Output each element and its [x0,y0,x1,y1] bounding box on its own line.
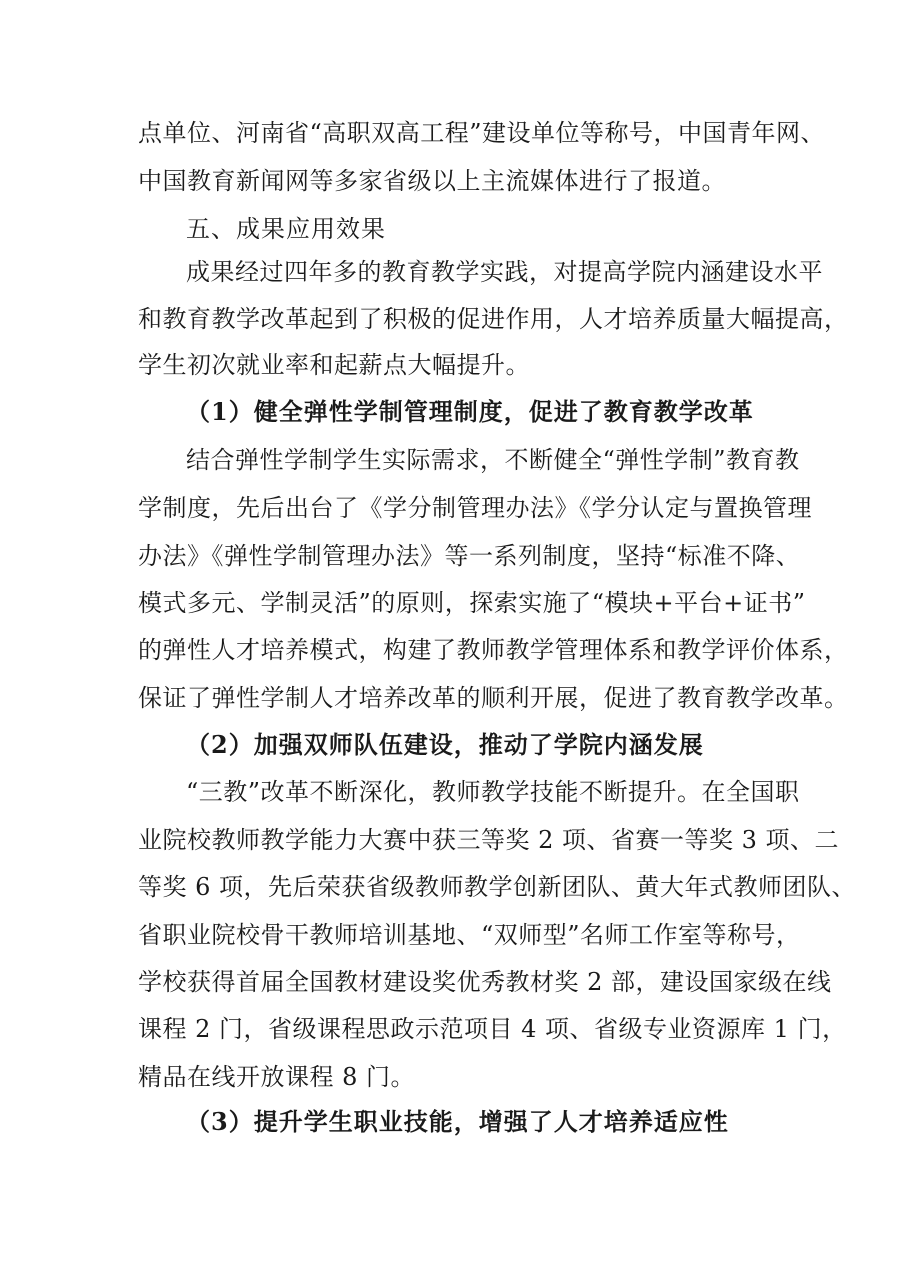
text-line: 的弹性人才培养模式，构建了教师教学管理体系和教学评价体系， [138,636,849,664]
sub-heading: （3）提升学生职业技能，增强了人才培养适应性 [186,1107,729,1136]
text-line: 中国教育新闻网等多家省级以上主流媒体进行了报道。 [138,167,726,195]
text-line: 业院校教师教学能力大赛中获三等奖 2 项、省赛一等奖 3 项、二 [138,826,840,854]
text-line: 精品在线开放课程 8 门。 [138,1063,416,1091]
text-line: 课程 2 门，省级课程思政示范项目 4 项、省级专业资源库 1 门， [138,1015,847,1043]
text-line: 成果经过四年多的教育教学实践，对提高学院内涵建设水平 [186,258,823,286]
text-line: 学校获得首届全国教材建设奖优秀教材奖 2 部，建设国家级在线 [138,968,832,996]
text-line: 模式多元、学制灵活”的原则，探索实施了“模块+平台+证书” [138,589,806,617]
sub-heading: （1）健全弹性学制管理制度，促进了教育教学改革 [186,397,754,426]
text-line: 学制度，先后出台了《学分制管理办法》《学分认定与置换管理 [138,494,812,522]
sub-heading: （2）加强双师队伍建设，推动了学院内涵发展 [186,730,704,759]
text-line: 保证了弹性学制人才培养改革的顺利开展，促进了教育教学改革。 [138,684,849,712]
section-heading: 五、成果应用效果 [186,215,386,243]
text-line: 点单位、河南省“高职双高工程”建设单位等称号，中国青年网、 [138,119,826,147]
text-line: 等奖 6 项，先后荣获省级教师教学创新团队、黄大年式教师团队、 [138,873,857,901]
text-line: 和教育教学改革起到了积极的促进作用，人才培养质量大幅提高， [138,305,849,333]
text-line: 学生初次就业率和起薪点大幅提升。 [138,351,530,379]
text-line: “三教”改革不断深化，教师教学技能不断提升。在全国职 [186,778,800,806]
text-line: 结合弹性学制学生实际需求，不断健全“弹性学制”教育教 [186,446,800,474]
text-line: 办法》《弹性学制管理办法》等一系列制度，坚持“标准不降、 [138,542,801,570]
text-line: 省职业院校骨干教师培训基地、“双师型”名师工作室等称号， [138,921,801,949]
